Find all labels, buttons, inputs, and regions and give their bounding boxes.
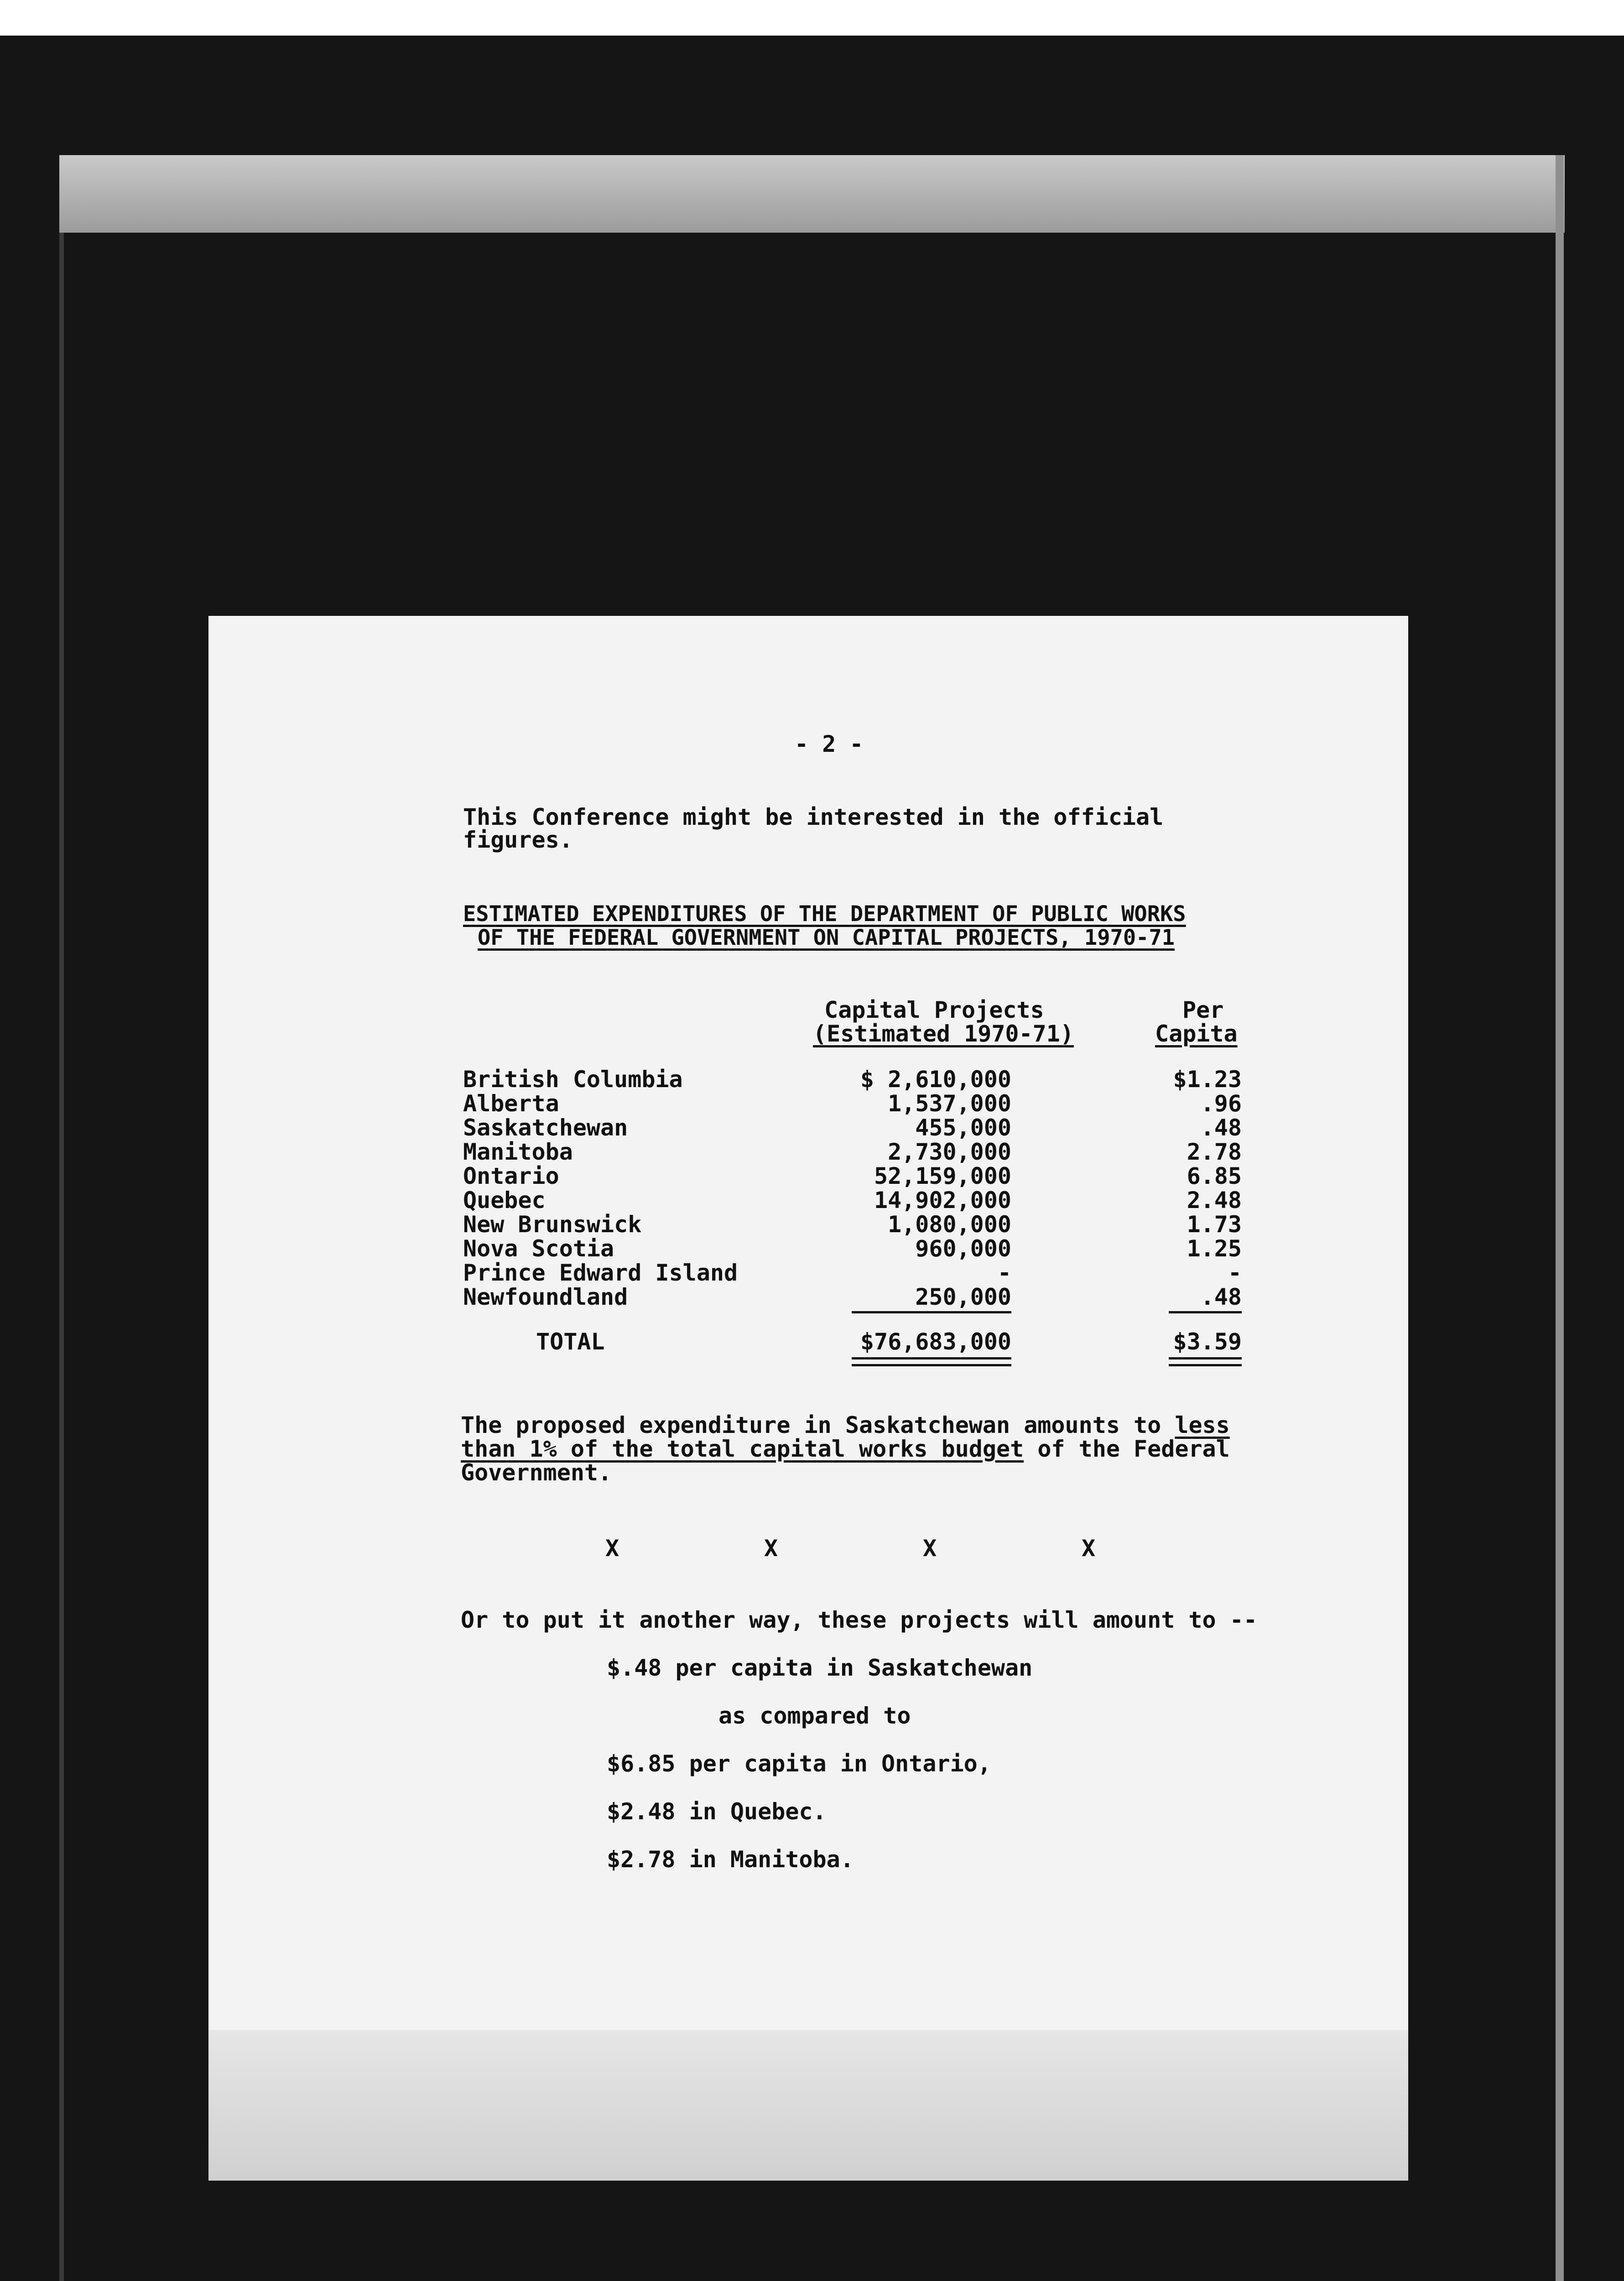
film-right-edge (1556, 155, 1564, 2281)
row-per-capita: 1.73 (1187, 1211, 1242, 1238)
row-province: Newfoundland (463, 1284, 628, 1310)
row-per-capita: 2.78 (1187, 1139, 1242, 1165)
total-capital: $76,683,000 (860, 1328, 1011, 1355)
row-province: Nova Scotia (463, 1235, 614, 1262)
row-province: Manitoba (463, 1139, 573, 1165)
paragraph-emphasis-2: than 1% of the total capital works budget (461, 1436, 1024, 1462)
row-province: Quebec (463, 1187, 546, 1213)
row-province: New Brunswick (463, 1211, 642, 1238)
subtotal-rule-per (1169, 1311, 1242, 1313)
row-per-capita: 2.48 (1187, 1187, 1242, 1213)
row-province: British Columbia (463, 1066, 683, 1093)
col-header-per-2: Capita (1155, 1021, 1238, 1047)
row-capital: 455,000 (915, 1114, 1011, 1141)
col-header-per-1: Per (1182, 997, 1224, 1023)
separator-x-4: X (1082, 1535, 1096, 1562)
page-shadow (208, 2030, 1408, 2181)
row-capital: 52,159,000 (874, 1163, 1011, 1189)
comparison-as-compared: as compared to (718, 1703, 911, 1729)
row-per-capita: $1.23 (1173, 1066, 1242, 1093)
row-capital: 2,730,000 (888, 1139, 1011, 1165)
row-per-capita: - (1228, 1260, 1242, 1286)
row-capital: 960,000 (915, 1235, 1011, 1262)
page-number: - 2 - (795, 731, 864, 757)
row-province: Ontario (463, 1163, 559, 1189)
paragraph-line-2 (461, 1437, 1230, 1461)
total-rule-per-1 (1169, 1357, 1242, 1359)
paragraph-line-3: Government. (461, 1459, 612, 1486)
separator-x-2: X (764, 1535, 778, 1562)
comparison-lead: Or to put it another way, these projects will amount to -- (461, 1607, 1257, 1633)
table-title-line-1: ESTIMATED EXPENDITURES OF THE DEPARTMENT OF PUBLIC WORKS (463, 901, 1186, 927)
total-label: TOTAL (536, 1328, 605, 1355)
comparison-saskatchewan: $.48 per capita in Saskatchewan (607, 1655, 1033, 1681)
paragraph-line-1-text: The proposed expenditure in Saskatchewan amounts to (461, 1412, 1175, 1438)
total-rule-capital-1 (852, 1357, 1011, 1359)
row-per-capita: .48 (1200, 1284, 1242, 1310)
row-per-capita: .48 (1200, 1114, 1242, 1141)
subtotal-rule-capital (852, 1311, 1011, 1313)
row-province: Saskatchewan (463, 1114, 628, 1141)
paragraph-line-1 (461, 1413, 1230, 1437)
row-per-capita: 1.25 (1187, 1235, 1242, 1262)
col-header-capital-1: Capital Projects (824, 997, 1044, 1023)
intro-line-1: This Conference might be interested in the official (463, 804, 1164, 830)
total-per-capita: $3.59 (1173, 1328, 1242, 1355)
paragraph-line-2-text: of the Federal (1024, 1436, 1230, 1462)
comparison-manitoba: $2.78 in Manitoba. (607, 1846, 854, 1873)
document-page (208, 616, 1408, 2181)
row-capital: 1,537,000 (888, 1090, 1011, 1117)
row-capital: 1,080,000 (888, 1211, 1011, 1238)
row-per-capita: 6.85 (1187, 1163, 1242, 1189)
comparison-ontario: $6.85 per capita in Ontario, (607, 1750, 991, 1777)
row-capital: 14,902,000 (874, 1187, 1011, 1213)
row-capital: $ 2,610,000 (860, 1066, 1011, 1093)
row-province: Prince Edward Island (463, 1260, 738, 1286)
separator-x-1: X (605, 1535, 619, 1562)
total-rule-per-2 (1169, 1364, 1242, 1366)
paragraph-emphasis-1: less (1175, 1412, 1230, 1438)
intro-line-2: figures. (463, 827, 573, 853)
separator-x-3: X (923, 1535, 937, 1562)
film-top-strip (59, 155, 1565, 233)
row-per-capita: .96 (1200, 1090, 1242, 1117)
table-title-line-2: OF THE FEDERAL GOVERNMENT ON CAPITAL PROJECTS, 1970-71 (478, 925, 1175, 950)
row-province: Alberta (463, 1090, 559, 1117)
total-rule-capital-2 (852, 1364, 1011, 1366)
col-header-capital-2: (Estimated 1970-71) (813, 1021, 1074, 1047)
film-left-edge (59, 233, 64, 2281)
row-capital: - (997, 1260, 1011, 1286)
row-capital: 250,000 (915, 1284, 1011, 1310)
comparison-quebec: $2.48 in Quebec. (607, 1798, 827, 1825)
